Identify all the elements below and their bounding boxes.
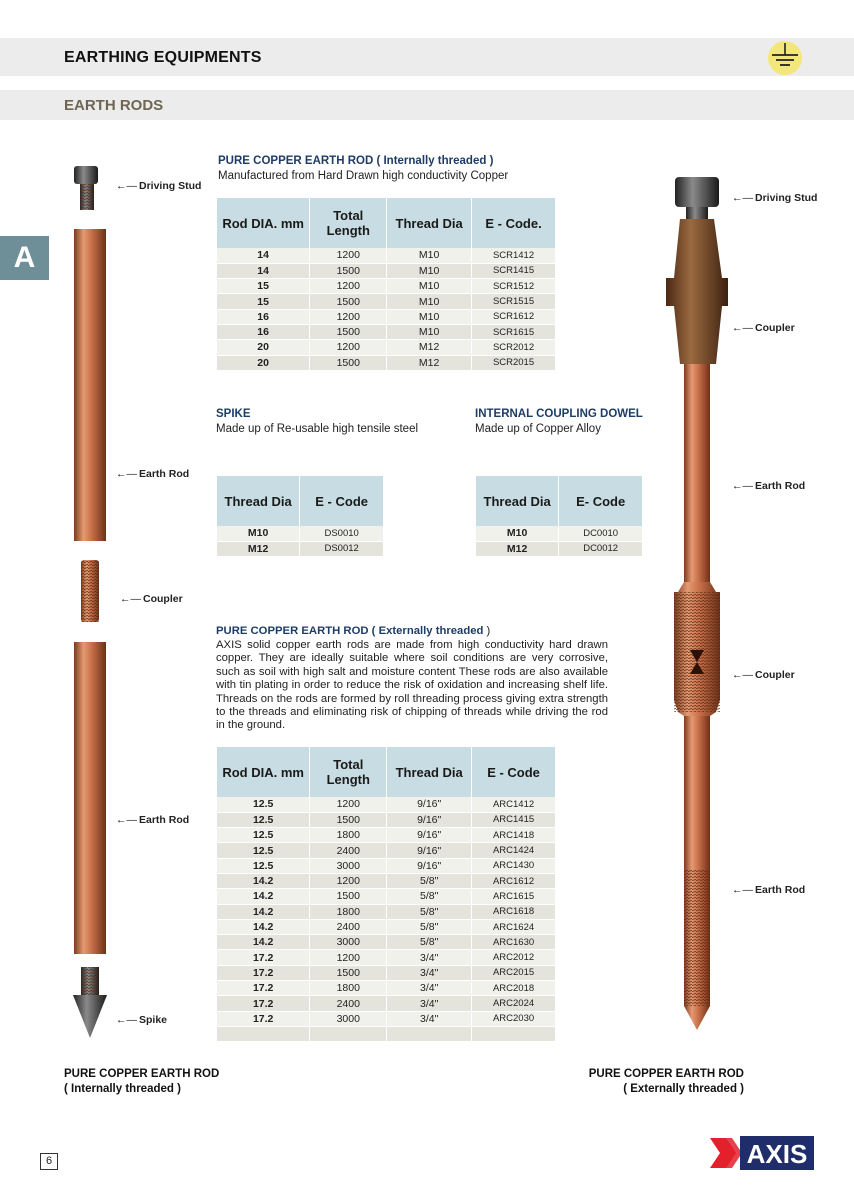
table-cell: SCR1415: [472, 263, 556, 278]
col-e-code: E- Code: [559, 476, 643, 526]
table-cell: 16: [217, 324, 310, 339]
table-row: [217, 812, 556, 827]
table-row: [217, 981, 556, 996]
table-cell: [472, 1026, 556, 1041]
left-callout-earth-rod-2: ←— Earth Rod: [116, 814, 189, 826]
table-cell: ARC2030: [472, 1011, 556, 1026]
table-row: [217, 263, 556, 278]
table-cell: 5/8": [387, 904, 472, 919]
external-rod-title-bold: PURE COPPER EARTH ROD ( Externally threaded: [216, 625, 484, 637]
table-cell: 12.5: [217, 812, 310, 827]
table-cell: ARC1418: [472, 828, 556, 843]
right-rod-assembly: [666, 177, 728, 1030]
table-cell: ARC2012: [472, 950, 556, 965]
table-cell: 3/4": [387, 981, 472, 996]
table-row: [217, 324, 556, 339]
table-cell: 1200: [310, 797, 387, 812]
table-cell: SCR1612: [472, 309, 556, 324]
col-rod-dia: Rod DIA. mm: [217, 747, 310, 797]
col-thread-dia: Thread Dia: [387, 198, 472, 248]
table-cell: 14.2: [217, 919, 310, 934]
table-cell: 17.2: [217, 996, 310, 1011]
table-cell: M10: [387, 263, 472, 278]
right-callout-coupler: ←— Coupler: [732, 322, 795, 334]
table-cell: 1500: [310, 294, 387, 309]
table-cell: SCR1412: [472, 248, 556, 263]
dowel-description: Made up of Copper Alloy: [475, 423, 601, 435]
table-cell: M10: [387, 294, 472, 309]
table-cell: DS0012: [300, 541, 384, 556]
table-cell: 3000: [310, 935, 387, 950]
right-caption-line2: ( Externally threaded ): [623, 1083, 744, 1095]
table-cell: 3000: [310, 858, 387, 873]
external-rod-description: AXIS solid copper earth rods are made from high conductivity hard drawn copper. They are ideally suitable where soil conditions are very corrosive, such as soil with high salt and moisture content These rods are also available with tin plating in order to reduce the risk of oxidation and increasing shelf life. Threads on the rods are formed by roll threading process giving extra strength to the threads and eliminating risk of chipping of threads while driving the rod in the ground.: [216, 639, 608, 732]
left-coupler: [81, 560, 99, 622]
table-cell: DS0010: [300, 526, 384, 541]
table-cell: 5/8": [387, 873, 472, 888]
table-cell: 9/16": [387, 797, 472, 812]
table-cell: 5/8": [387, 919, 472, 934]
col-rod-dia: Rod DIA. mm: [217, 198, 310, 248]
table-cell: ARC1415: [472, 812, 556, 827]
table-cell: 12.5: [217, 858, 310, 873]
left-caption: [64, 1067, 219, 1097]
table-cell: [387, 1026, 472, 1041]
table-cell: 1200: [310, 279, 387, 294]
table-cell: 17.2: [217, 950, 310, 965]
table-cell: M10: [387, 248, 472, 263]
table-cell: M10: [476, 526, 559, 541]
table-cell: SCR2012: [472, 340, 556, 355]
table-row: [476, 541, 643, 556]
table-row: [217, 843, 556, 858]
table-row: [217, 935, 556, 950]
table-row: [217, 541, 384, 556]
table-cell: ARC1618: [472, 904, 556, 919]
right-callout-driving-stud: ←— Driving Stud: [732, 192, 817, 204]
table-cell: 20: [217, 355, 310, 370]
right-callout-earth-rod-2: ←— Earth Rod: [732, 884, 805, 896]
left-driving-stud: [74, 166, 98, 210]
col-total-length: Total Length: [310, 198, 387, 248]
table-cell: M10: [217, 526, 300, 541]
table-cell: 14.2: [217, 904, 310, 919]
spike-description: Made up of Re-usable high tensile steel: [216, 423, 419, 435]
table-row: [476, 526, 643, 541]
table-cell: SCR2015: [472, 355, 556, 370]
table-cell: M12: [476, 541, 559, 556]
table-row: [217, 279, 556, 294]
table-cell: 1800: [310, 828, 387, 843]
table-cell: 14.2: [217, 889, 310, 904]
right-callout-earth-rod: ←— Earth Rod: [732, 480, 805, 492]
table-cell: 1500: [310, 889, 387, 904]
internal-rod-table: [217, 198, 556, 371]
table-cell: 1200: [310, 950, 387, 965]
col-e-code: E - Code.: [472, 198, 556, 248]
table-cell: 12.5: [217, 797, 310, 812]
table-row: [217, 858, 556, 873]
right-callout-coupler-2: ←— Coupler: [732, 669, 795, 681]
external-rod-table: [217, 747, 556, 1042]
table-cell: M12: [387, 355, 472, 370]
col-thread-dia: Thread Dia: [476, 476, 559, 526]
table-cell: 1500: [310, 263, 387, 278]
left-callout-earth-rod: ←— Earth Rod: [116, 468, 189, 480]
col-thread-dia: Thread Dia: [387, 747, 472, 797]
table-row: [217, 340, 556, 355]
table-cell: [310, 1026, 387, 1041]
table-cell: 1500: [310, 965, 387, 980]
table-cell: 2400: [310, 919, 387, 934]
external-rod-title-tail: ): [483, 625, 491, 637]
table-row: [217, 904, 556, 919]
internal-rod-description: Manufactured from Hard Drawn high conductivity Copper: [218, 170, 509, 182]
table-cell: 17.2: [217, 981, 310, 996]
section-title: EARTH RODS: [64, 97, 164, 114]
page-number: 6: [40, 1153, 58, 1170]
table-row: [217, 873, 556, 888]
table-row: [217, 889, 556, 904]
table-cell: 16: [217, 309, 310, 324]
table-cell: SCR1515: [472, 294, 556, 309]
col-total-length: Total Length: [310, 747, 387, 797]
table-cell: 1800: [310, 981, 387, 996]
table-cell: 17.2: [217, 965, 310, 980]
table-row: [217, 355, 556, 370]
spike-title: SPIKE: [216, 408, 251, 420]
table-cell: ARC1630: [472, 935, 556, 950]
table-cell: ARC1612: [472, 873, 556, 888]
table-cell: ARC1424: [472, 843, 556, 858]
table-cell: 2400: [310, 843, 387, 858]
table-cell: 1200: [310, 340, 387, 355]
table-cell: 15: [217, 294, 310, 309]
table-cell: 12.5: [217, 828, 310, 843]
table-cell: 1200: [310, 873, 387, 888]
table-cell: 3000: [310, 1011, 387, 1026]
left-caption-line1: PURE COPPER EARTH ROD: [64, 1068, 220, 1080]
table-row: [217, 248, 556, 263]
table-cell: SCR1512: [472, 279, 556, 294]
table-cell: ARC1615: [472, 889, 556, 904]
left-callout-coupler: ←— Coupler: [120, 593, 183, 605]
table-row: [217, 526, 384, 541]
side-tab-a: A: [0, 236, 49, 280]
table-row: [217, 1011, 556, 1026]
table-cell: 14.2: [217, 935, 310, 950]
table-cell: 1200: [310, 309, 387, 324]
page-title: EARTHING EQUIPMENTS: [64, 49, 262, 66]
table-cell: M10: [387, 324, 472, 339]
table-cell: ARC1430: [472, 858, 556, 873]
table-cell: 15: [217, 279, 310, 294]
table-cell: 9/16": [387, 843, 472, 858]
table-cell: 1500: [310, 355, 387, 370]
table-row: [217, 996, 556, 1011]
table-cell: 17.2: [217, 1011, 310, 1026]
axis-logo: [710, 1134, 814, 1172]
table-cell: M10: [387, 279, 472, 294]
table-cell: 14: [217, 263, 310, 278]
table-cell: M12: [217, 541, 300, 556]
table-cell: 9/16": [387, 858, 472, 873]
spike-table: [217, 476, 384, 557]
table-cell: 9/16": [387, 828, 472, 843]
left-callout-spike: ←— Spike: [116, 1014, 167, 1026]
table-cell: [217, 1026, 310, 1041]
table-cell: 1500: [310, 324, 387, 339]
table-row: [217, 294, 556, 309]
table-cell: DC0012: [559, 541, 643, 556]
table-cell: DC0010: [559, 526, 643, 541]
right-caption: [589, 1067, 744, 1097]
table-row: [217, 797, 556, 812]
table-cell: 3/4": [387, 996, 472, 1011]
col-thread-dia: Thread Dia: [217, 476, 300, 526]
table-cell: 5/8": [387, 935, 472, 950]
table-cell: 9/16": [387, 812, 472, 827]
table-cell: 3/4": [387, 1011, 472, 1026]
internal-rod-title: PURE COPPER EARTH ROD ( Internally threaded ): [218, 155, 494, 167]
col-e-code: E - Code: [300, 476, 384, 526]
dowel-title: INTERNAL COUPLING DOWEL: [475, 408, 643, 420]
table-cell: ARC2024: [472, 996, 556, 1011]
table-cell: 14: [217, 248, 310, 263]
table-cell: 12.5: [217, 843, 310, 858]
table-cell: 5/8": [387, 889, 472, 904]
table-cell: 1200: [310, 248, 387, 263]
table-row: [217, 919, 556, 934]
table-row: [217, 1026, 556, 1041]
left-earth-rod-2: [74, 642, 106, 954]
table-cell: ARC2018: [472, 981, 556, 996]
left-callout-driving-stud: ←— Driving Stud: [116, 180, 201, 192]
table-cell: 2400: [310, 996, 387, 1011]
right-caption-line1: PURE COPPER EARTH ROD: [588, 1068, 744, 1080]
table-row: [217, 828, 556, 843]
external-rod-title: [216, 625, 490, 637]
table-cell: ARC1412: [472, 797, 556, 812]
table-cell: 3/4": [387, 965, 472, 980]
left-caption-line2: ( Internally threaded ): [64, 1083, 181, 1095]
table-row: [217, 965, 556, 980]
table-cell: 1800: [310, 904, 387, 919]
table-row: [217, 309, 556, 324]
table-cell: 20: [217, 340, 310, 355]
table-cell: M12: [387, 340, 472, 355]
dowel-table: [476, 476, 643, 557]
table-row: [217, 950, 556, 965]
table-cell: ARC2015: [472, 965, 556, 980]
table-cell: 14.2: [217, 873, 310, 888]
left-earth-rod-1: [74, 229, 106, 541]
col-e-code: E - Code: [472, 747, 556, 797]
table-cell: M10: [387, 309, 472, 324]
table-cell: 1500: [310, 812, 387, 827]
brand-name: AXIS: [746, 1139, 808, 1169]
table-cell: 3/4": [387, 950, 472, 965]
table-cell: SCR1615: [472, 324, 556, 339]
table-cell: ARC1624: [472, 919, 556, 934]
left-spike: [73, 967, 107, 1038]
